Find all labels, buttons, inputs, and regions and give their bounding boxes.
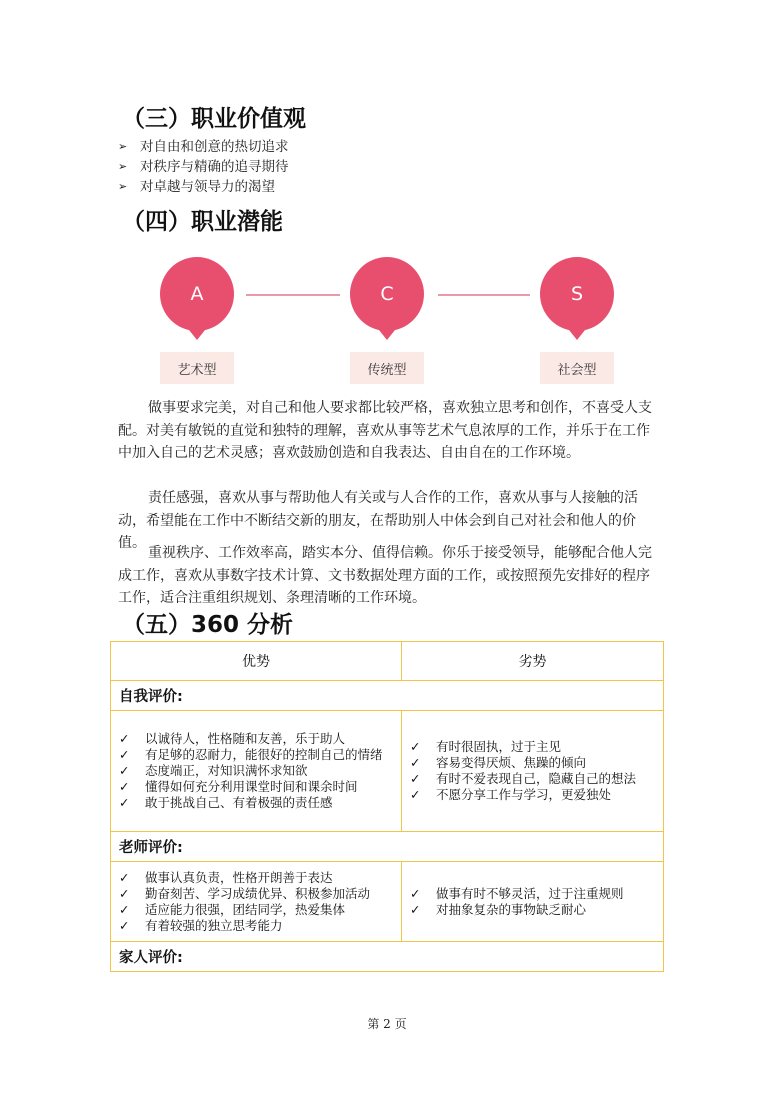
section-row-family xyxy=(111,942,664,972)
list-item: ➢ 对自由和创意的热切追求 xyxy=(118,139,289,155)
check-icon: ✓ xyxy=(410,901,421,917)
teacher-weaknesses-cell xyxy=(402,862,664,942)
list-item: ✓ 有着较强的独立思考能力 xyxy=(119,917,283,933)
header-weaknesses: 劣势 xyxy=(402,642,664,681)
check-icon: ✓ xyxy=(410,755,421,770)
potential-paragraph: 重视秩序、工作效率高，踏实本分、值得信赖。你乐于接受领导，能够配合他人完成工作，喜欢从事数字技术计算、文书数据处理方面的工作，或按照预先安排好的程序工作，适合注重组织规划、条理清晰的工作环境。 xyxy=(118,545,652,606)
check-icon: ✓ xyxy=(119,885,130,901)
section-title-potential: （四）职业潜能 xyxy=(122,209,283,235)
header-strengths: 优势 xyxy=(111,642,402,681)
list-item: ✓ 有时不爱表现自己，隐藏自己的想法 xyxy=(410,771,637,786)
check-icon: ✓ xyxy=(119,869,130,885)
type-circle-c: C xyxy=(350,257,424,331)
check-icon: ✓ xyxy=(119,917,130,933)
list-item: ➢ 对卓越与领导力的渴望 xyxy=(118,179,275,195)
connector-line xyxy=(438,294,530,296)
type-label-artistic: 艺术型 xyxy=(160,352,234,384)
list-item: ✓ 勤奋刻苦、学习成绩优异、积极参加活动 xyxy=(119,885,371,901)
list-item: ✓ 做事认真负责，性格开朗善于表达 xyxy=(119,869,333,885)
family-evaluation-label: 家人评价: xyxy=(111,942,664,972)
list-item: ✓ 适应能力很强，团结同学，热爱集体 xyxy=(119,901,346,917)
table-row xyxy=(111,711,664,832)
self-strengths-cell xyxy=(111,711,402,832)
arrow-bullet-icon: ➢ xyxy=(118,180,128,193)
list-item: ✓ 懂得如何充分利用课堂时间和课余时间 xyxy=(119,779,358,794)
type-circle-a: A xyxy=(160,257,234,331)
section-row-self xyxy=(111,681,664,711)
list-item: ✓ 不愿分享工作与学习，更爱独处 xyxy=(410,787,612,802)
list-item: ✓ 有足够的忍耐力，能很好的控制自己的情绪 xyxy=(119,747,383,762)
arrow-bullet-icon: ➢ xyxy=(118,160,128,173)
check-icon: ✓ xyxy=(119,795,130,810)
arrow-bullet-icon: ➢ xyxy=(118,140,128,153)
check-icon: ✓ xyxy=(119,779,130,794)
self-weaknesses-cell xyxy=(402,711,664,832)
list-item: ✓ 容易变得厌烦、焦躁的倾向 xyxy=(410,755,587,770)
section-row-teacher xyxy=(111,832,664,862)
list-item: ✓ 敢于挑战自己、有着极强的责任感 xyxy=(119,795,333,810)
self-evaluation-label: 自我评价: xyxy=(111,681,664,711)
check-icon: ✓ xyxy=(410,771,421,786)
list-item: ➢ 对秩序与精确的追寻期待 xyxy=(118,159,289,175)
section-title-values: （三）职业价值观 xyxy=(122,106,306,132)
check-icon: ✓ xyxy=(119,901,130,917)
table-row xyxy=(111,862,664,942)
check-icon: ✓ xyxy=(119,763,130,778)
teacher-evaluation-label: 老师评价: xyxy=(111,832,664,862)
check-icon: ✓ xyxy=(119,731,130,746)
type-circle-s: S xyxy=(540,257,614,331)
values-list xyxy=(118,137,289,197)
page-number: 第 2 页 xyxy=(367,1017,407,1031)
check-icon: ✓ xyxy=(119,747,130,762)
list-item: ✓ 对抽象复杂的事物缺乏耐心 xyxy=(410,901,587,917)
potential-paragraph: 做事要求完美，对自己和他人要求都比较严格，喜欢独立思考和创作，不喜受人支配。对美有敏锐的直觉和独特的理解，喜欢从事等艺术气息浓厚的工作，并乐于在工作中加入自己的艺术灵感；喜欢鼓励创造和自我表达、自由自在的工作环境。 xyxy=(118,400,652,461)
check-icon: ✓ xyxy=(410,787,421,802)
check-icon: ✓ xyxy=(410,885,421,901)
section-title-analysis: （五）360 分析 xyxy=(122,612,294,638)
potential-paragraph: 责任感强，喜欢从事与帮助他人有关或与人合作的工作，喜欢从事与人接触的活动，希望能在工作中不断结交新的朋友，在帮助别人中体会到自己对社会和他人的价值。 xyxy=(118,490,638,551)
list-item: ✓ 态度端正，对知识满怀求知欲 xyxy=(119,763,308,778)
list-item: ✓ 有时很固执，过于主见 xyxy=(410,739,562,754)
table-header-row xyxy=(111,642,664,681)
type-label-social: 社会型 xyxy=(540,352,614,384)
list-item: ✓ 以诚待人，性格随和友善，乐于助人 xyxy=(119,731,346,746)
list-item: ✓ 做事有时不够灵活，过于注重规则 xyxy=(410,885,624,901)
type-label-conventional: 传统型 xyxy=(350,352,424,384)
teacher-strengths-cell xyxy=(111,862,402,942)
analysis-table xyxy=(110,641,664,972)
check-icon: ✓ xyxy=(410,739,421,754)
connector-line xyxy=(246,294,340,296)
